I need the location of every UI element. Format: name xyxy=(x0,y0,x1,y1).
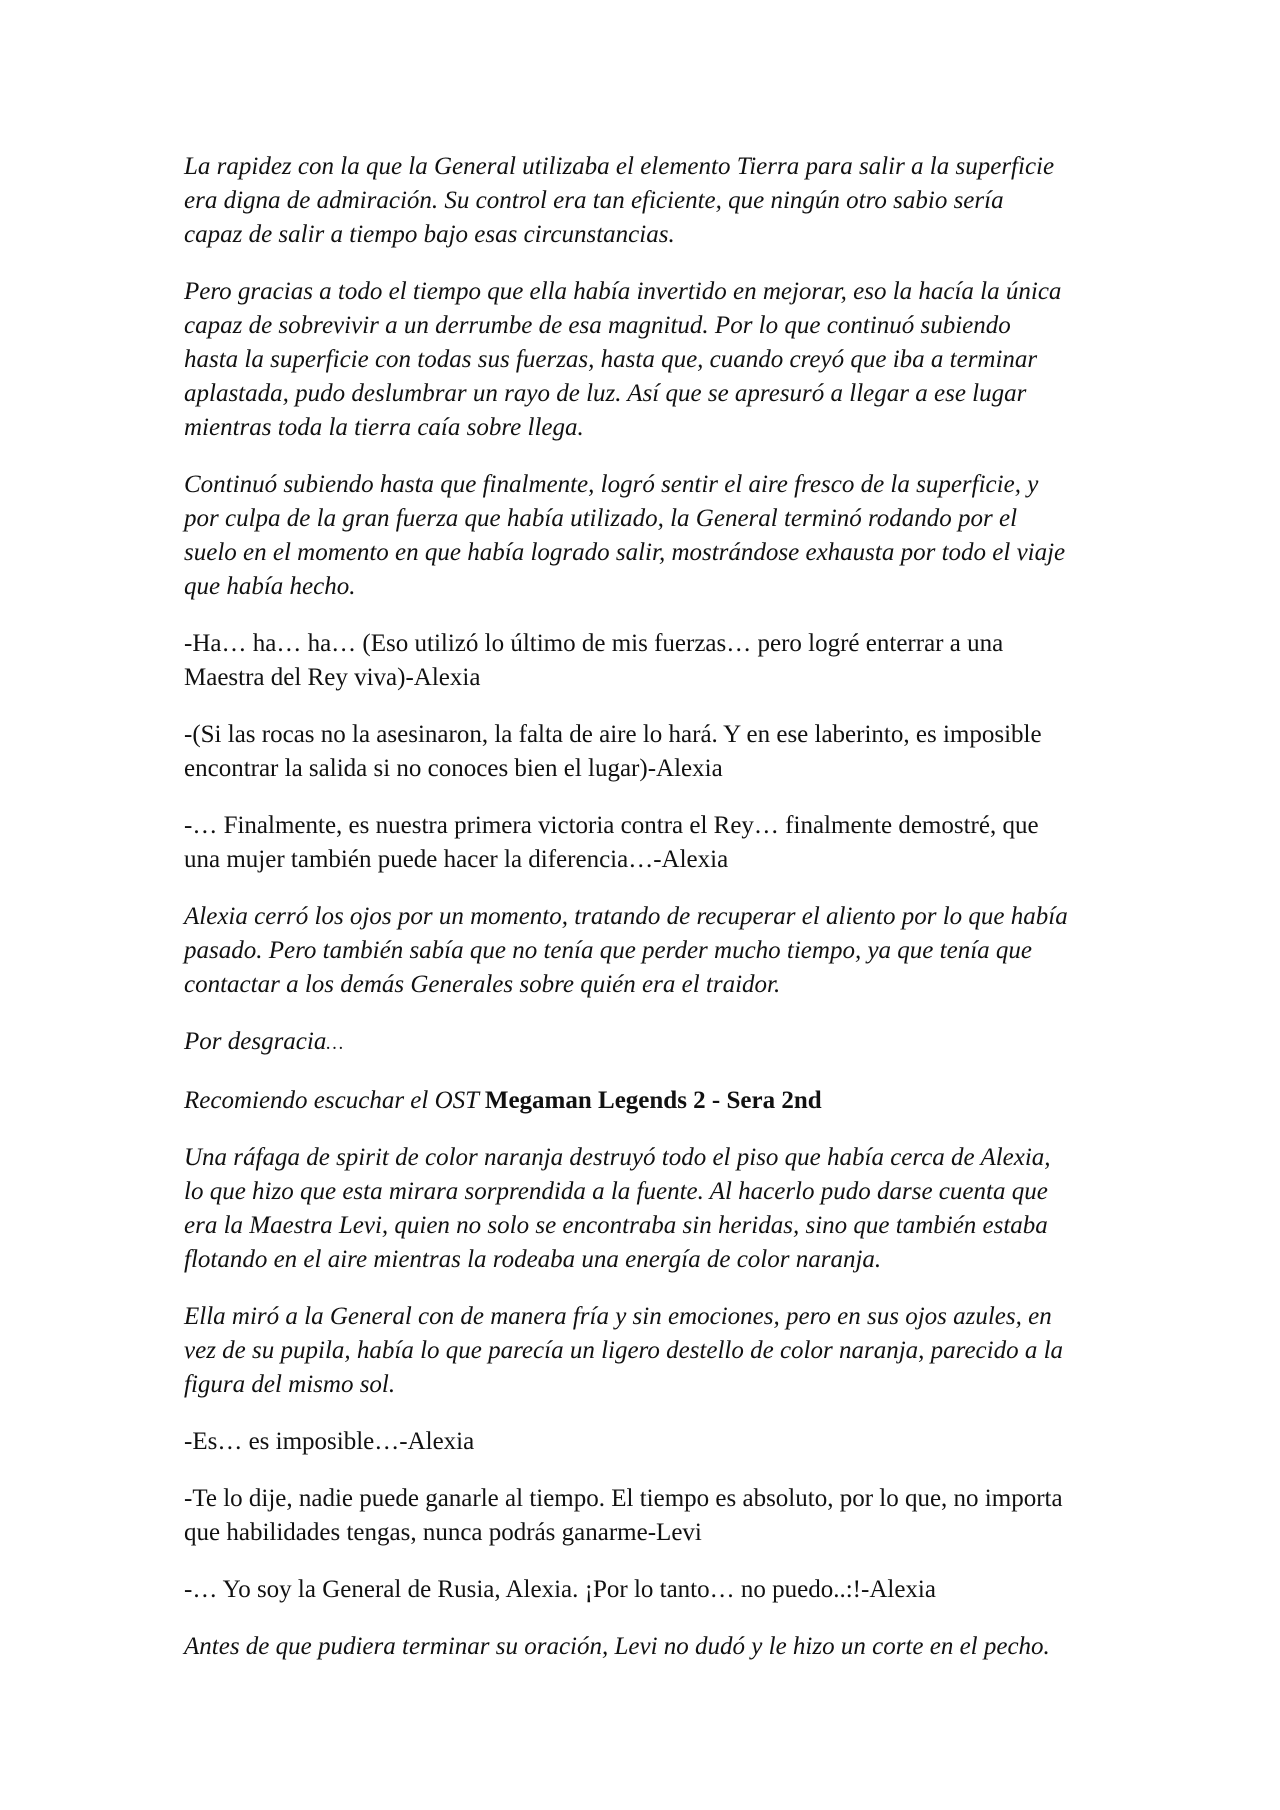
text-line: Alexia cerró los ojos por un momento, tratando de recuperar el aliento por lo que había xyxy=(184,903,1068,930)
text-line xyxy=(184,1084,1124,1118)
text-line: suelo en el momento en que había logrado salir, mostrándose exhausta por todo el viaje xyxy=(184,539,1066,566)
text-line: capaz de salir a tiempo bajo esas circunstancias. xyxy=(184,221,675,248)
text-segment: … xyxy=(326,1033,344,1054)
narration-paragraph xyxy=(184,1141,1124,1277)
narration-paragraph xyxy=(184,275,1124,445)
text-line: Una ráfaga de spirit de color naranja destruyó todo el piso que había cerca de Alexia, xyxy=(184,1144,1051,1171)
text-line: vez de su pupila, había lo que parecía un ligero destello de color naranja, parecido a la xyxy=(184,1337,1064,1364)
narration-paragraph xyxy=(184,1630,1124,1664)
narration-paragraph xyxy=(184,468,1124,604)
text-line: aplastada, pudo deslumbrar un rayo de luz. Así que se apresuró a llegar a ese lugar xyxy=(184,380,1027,407)
document-page xyxy=(184,150,1124,1687)
text-line: -… Finalmente, es nuestra primera victoria contra el Rey… finalmente demostré, que xyxy=(184,812,1039,839)
dialogue-paragraph xyxy=(184,627,1124,695)
text-line: -Es… es imposible…-Alexia xyxy=(184,1428,475,1455)
text-line: -(Si las rocas no la asesinaron, la falta de aire lo hará. Y en ese laberinto, es imposible xyxy=(184,721,1042,748)
text-line: que habilidades tengas, nunca podrás ganarme-Levi xyxy=(184,1519,702,1546)
text-line: La rapidez con la que la General utilizaba el elemento Tierra para salir a la superficie xyxy=(184,153,1055,180)
song-title: Megaman Legends 2 - Sera 2nd xyxy=(484,1087,822,1114)
text-line: que había hecho. xyxy=(184,573,356,600)
dialogue-paragraph xyxy=(184,1482,1124,1550)
text-line: pasado. Pero también sabía que no tenía que perder mucho tiempo, ya que tenía que xyxy=(184,937,1032,964)
narration-paragraph xyxy=(184,1025,1124,1061)
narration-paragraph xyxy=(184,1300,1124,1402)
text-line: lo que hizo que esta mirara sorprendida a la fuente. Al hacerlo pudo darse cuenta que xyxy=(184,1178,1048,1205)
text-line xyxy=(184,1025,1124,1061)
narration-paragraph xyxy=(184,150,1124,252)
text-segment: Por desgracia xyxy=(184,1028,327,1055)
text-line: contactar a los demás Generales sobre quién era el traidor. xyxy=(184,971,781,998)
text-line: Pero gracias a todo el tiempo que ella había invertido en mejorar, eso la hacía la única xyxy=(184,278,1062,305)
dialogue-paragraph xyxy=(184,1425,1124,1459)
text-line: encontrar la salida si no conoces bien el lugar)-Alexia xyxy=(184,755,723,782)
text-line: mientras toda la tierra caía sobre llega. xyxy=(184,414,584,441)
text-line: una mujer también puede hacer la diferencia…-Alexia xyxy=(184,846,729,873)
narration-paragraph xyxy=(184,900,1124,1002)
dialogue-paragraph xyxy=(184,718,1124,786)
text-line: hasta la superficie con todas sus fuerzas, hasta que, cuando creyó que iba a terminar xyxy=(184,346,1038,373)
text-line: flotando en el aire mientras la rodeaba una energía de color naranja. xyxy=(184,1246,882,1273)
text-line: figura del mismo sol. xyxy=(184,1371,396,1398)
text-line: -… Yo soy la General de Rusia, Alexia. ¡Por lo tanto… no puedo..:!-Alexia xyxy=(184,1576,936,1603)
text-segment: Recomiendo escuchar el OST xyxy=(184,1087,485,1114)
text-line: por culpa de la gran fuerza que había utilizado, la General terminó rodando por el xyxy=(184,505,1018,532)
text-line: Antes de que pudiera terminar su oración, Levi no dudó y le hizo un corte en el pecho. xyxy=(184,1633,1050,1660)
text-line: Ella miró a la General con de manera fría y sin emociones, pero en sus ojos azules, en xyxy=(184,1303,1052,1330)
dialogue-paragraph xyxy=(184,1573,1124,1607)
text-line: era la Maestra Levi, quien no solo se encontraba sin heridas, sino que también estaba xyxy=(184,1212,1048,1239)
narration-paragraph xyxy=(184,1084,1124,1118)
text-line: Continuó subiendo hasta que finalmente, logró sentir el aire fresco de la superficie, y xyxy=(184,471,1039,498)
text-line: -Te lo dije, nadie puede ganarle al tiempo. El tiempo es absoluto, por lo que, no importa xyxy=(184,1485,1063,1512)
text-line: Maestra del Rey viva)-Alexia xyxy=(184,664,481,691)
text-line: era digna de admiración. Su control era tan eficiente, que ningún otro sabio sería xyxy=(184,187,1004,214)
text-line: capaz de sobrevivir a un derrumbe de esa magnitud. Por lo que continuó subiendo xyxy=(184,312,1011,339)
dialogue-paragraph xyxy=(184,809,1124,877)
text-line: -Ha… ha… ha… (Eso utilizó lo último de mis fuerzas… pero logré enterrar a una xyxy=(184,630,1004,657)
